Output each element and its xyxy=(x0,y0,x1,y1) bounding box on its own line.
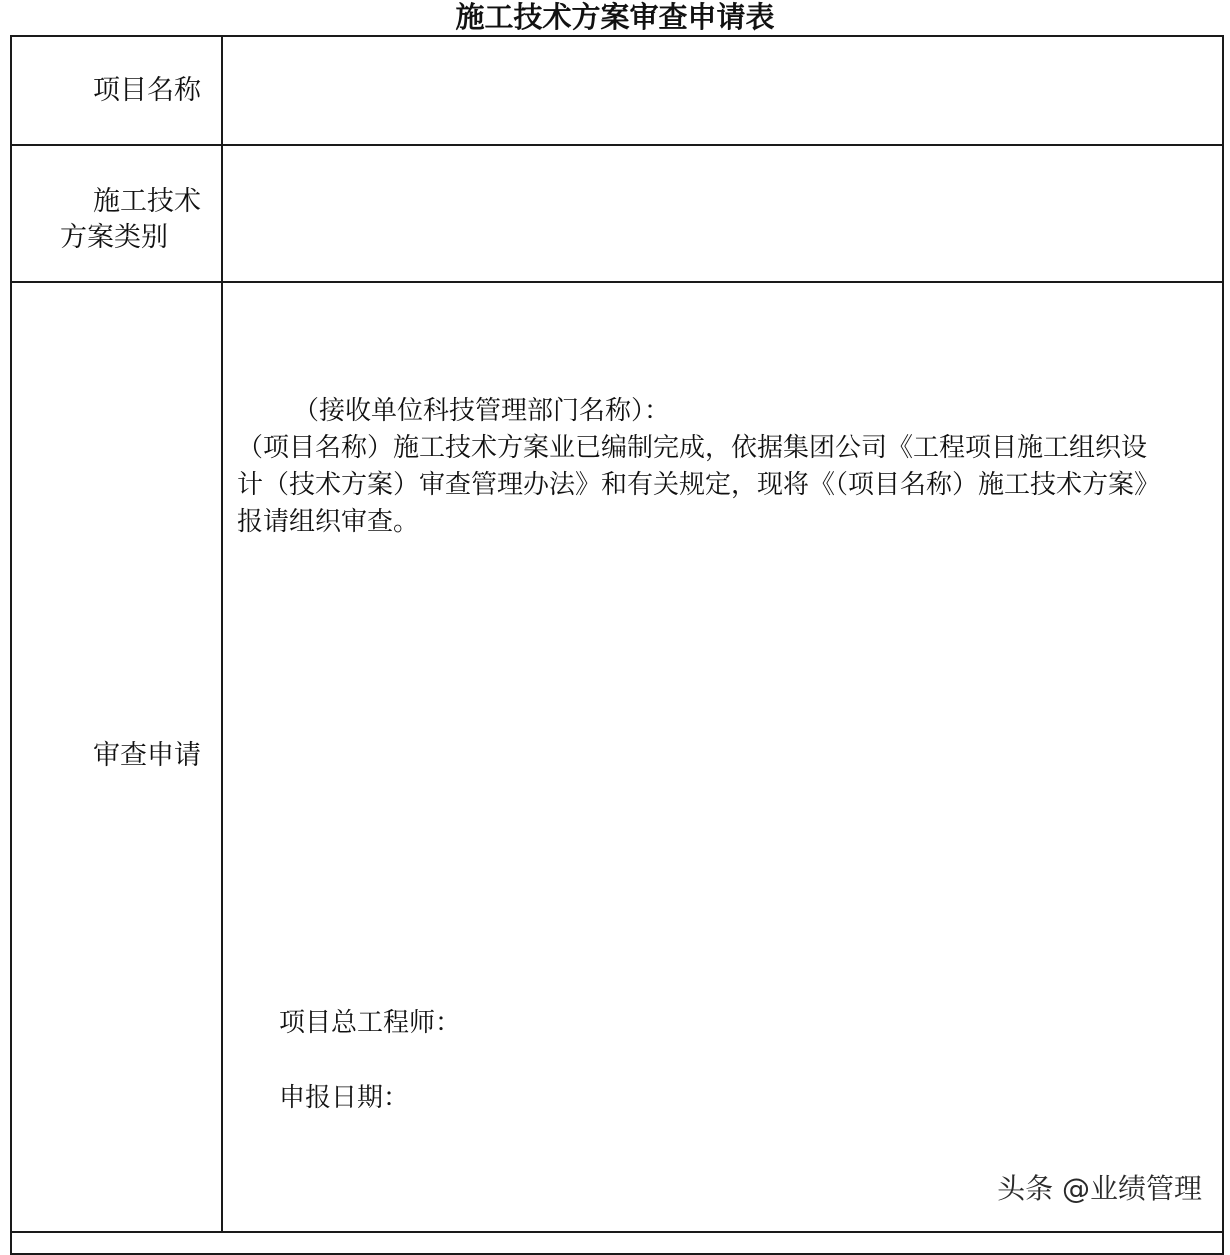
watermark-text: 头条 @业绩管理 xyxy=(997,1172,1202,1205)
plan-category-row xyxy=(12,146,1222,283)
project-name-label-cell xyxy=(12,37,223,144)
body-line-3: 报请组织审查。 xyxy=(237,507,420,537)
plan-category-value-cell xyxy=(223,146,1222,281)
body-line-2: 计（技术方案）审查管理办法》和有关规定，现将《（项目名称）施工技术方案》 xyxy=(237,470,1161,500)
project-name-label: 项目名称 xyxy=(93,75,201,106)
application-form-table xyxy=(10,35,1224,1255)
body-line-1: （项目名称）施工技术方案业已编制完成，依据集团公司《工程项目施工组织设 xyxy=(237,433,1148,463)
chief-engineer-label: 项目总工程师： xyxy=(279,1008,462,1038)
plan-category-label-line1: 施工技术 xyxy=(93,186,201,217)
submission-date-label: 申报日期： xyxy=(279,1083,410,1113)
review-application-row xyxy=(12,283,1222,1233)
addressee-line: （接收单位科技管理部门名称）： xyxy=(293,396,671,426)
project-name-row xyxy=(12,37,1222,146)
application-body xyxy=(237,393,1222,541)
project-name-value-cell xyxy=(223,37,1222,144)
form-title: 施工技术方案审查申请表 xyxy=(455,0,775,34)
plan-category-label-cell xyxy=(12,146,223,281)
review-application-label: 审查申请 xyxy=(93,740,201,771)
review-application-content-cell xyxy=(223,283,1222,1231)
plan-category-label-line2: 方案类别 xyxy=(60,222,168,253)
review-application-label-cell xyxy=(12,283,223,1231)
